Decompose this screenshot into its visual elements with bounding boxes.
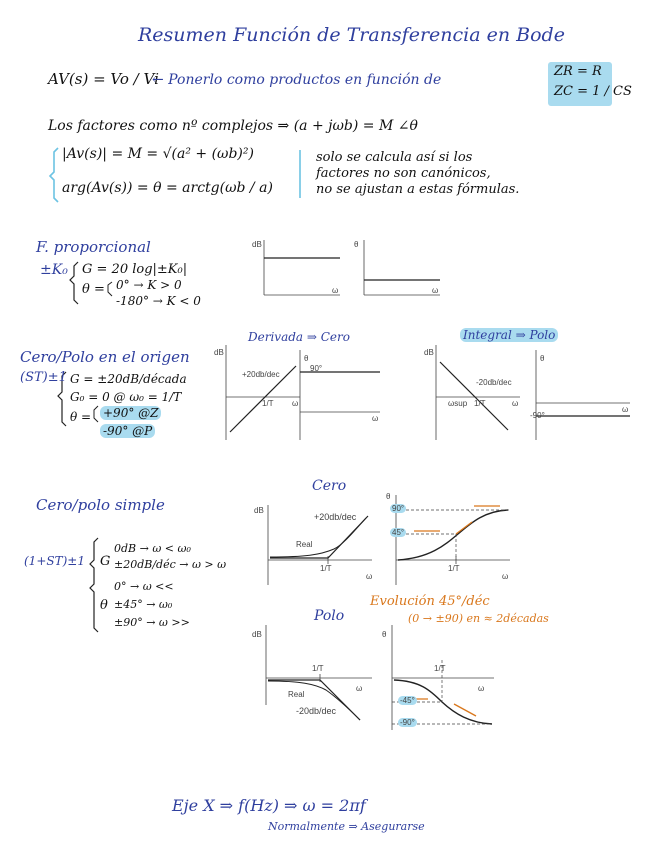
simple-title: Cero/polo simple [36,496,165,514]
origen-deg2: θ [540,354,545,363]
origen-g2: G₀ = 0 @ ω₀ = 1/T [70,390,182,404]
integral-x-label: 1/T [474,399,486,408]
simple-w3: ω [356,684,363,693]
origen-w2: ω [372,414,379,423]
argument-formula: arg(Av(s)) = θ = arctg(ωb / a) [62,180,273,196]
simple-w1: ω [366,572,373,581]
prop-w1-label: ω [332,286,339,295]
factors-note-2: factores no son canónicos, [316,166,491,181]
simple-w4: ω [478,684,485,693]
prop-deg-label: θ [354,240,359,249]
modulus-formula: |Av(s)| = M = √(a² + (ωb)²) [62,146,254,162]
origen-title: Cero/Polo en el origen [20,348,190,366]
evolucion-line-2: (0 → ±90) en ≈ 2décadas [408,612,549,625]
simple-90-label: 90° [392,504,405,513]
simple-st: (1+ST)±1 [24,554,85,568]
polo-slope-label: -20db/dec [296,706,337,716]
simple-45-label: 45° [392,528,405,537]
proporcional-k: ±K₀ [40,262,68,278]
page-title: Resumen Función de Transferencia en Bode [138,24,565,46]
cero-x2: 1/T [448,564,460,573]
simple-g: G [100,554,111,569]
polo-real-label: Real [288,690,305,699]
origen-90-label: 90° [310,364,323,373]
simple-g2: ±20dB/déc → ω > ω [114,558,227,571]
origen-m90-label: -90° [530,411,545,420]
proporcional-t2: -180° → K < 0 [116,294,201,308]
simple-t1: 0° → ω << [114,580,174,593]
derivada-x-label: 1/T [262,399,274,408]
origen-w1: ω [292,399,299,408]
proporcional-t1: 0° → K > 0 [116,278,182,292]
proporcional-theta: θ = [82,282,105,297]
origen-db2: dB [424,348,434,357]
polo-title: Polo [314,608,345,624]
simple-g1: 0dB → ω < ω₀ [114,542,191,555]
simple-m45-label: -45° [400,696,415,705]
zr-formula: ZR = R [554,64,602,79]
proporcional-g: G = 20 log|±K₀| [82,262,188,277]
derivada-slope-label: +20db/dec [242,370,280,379]
zc-formula: ZC = 1 / CS [554,84,632,99]
simple-t2: ±45° → ω₀ [114,598,173,611]
integral-slope-label: -20db/dec [476,378,512,387]
origen-st: (ST)±1 [20,370,67,385]
cero-slope-label: +20db/dec [314,512,357,522]
origen-theta: θ = [70,410,92,424]
derivada-title: Derivada ⇒ Cero [248,330,350,344]
simple-db2: dB [252,630,262,639]
factors-note-3: no se ajustan a estas fórmulas. [316,182,520,197]
integral-title: Integral ⇒ Polo [460,328,558,342]
prop-w2-label: ω [432,286,439,295]
simple-deg2: θ [382,630,387,639]
av-formula: AV(s) = Vo / Vi [48,70,159,88]
prop-db-label: dB [252,240,262,249]
simple-db1: dB [254,506,264,515]
origen-deg1: θ [304,354,309,363]
origen-t2: -90° @P [100,424,155,438]
origen-db1: dB [214,348,224,357]
polo-x1: 1/T [312,664,324,673]
eje-formula: Eje X ⇒ f(Hz) ⇒ ω = 2πf [172,796,366,815]
factors-line: Los factores como nº complejos ⇒ (a + jωb) = M ∠θ [48,118,418,134]
polo-x2: 1/T [434,664,446,673]
cero-x1: 1/T [320,564,332,573]
simple-deg1: θ [386,492,391,501]
origen-t1: +90° @Z [100,406,161,420]
integral-wsup-label: ωsup [448,399,468,408]
origen-w4: ω [622,405,629,414]
eje-note: Normalmente ⇒ Asegurarse [268,820,425,833]
simple-theta: θ [100,598,108,613]
cero-title: Cero [312,478,347,494]
proporcional-title: F. proporcional [36,238,151,256]
origen-w3: ω [512,399,519,408]
evolucion-line-1: Evolución 45°/déc [370,594,490,609]
simple-t3: ±90° → ω >> [114,616,190,629]
cero-real-label: Real [296,540,313,549]
factors-note-1: solo se calcula así si los [316,150,473,165]
header-note: ← Ponerlo como productos en función de [152,72,442,88]
origen-g1: G = ±20dB/década [70,372,187,386]
simple-m90-label: -90° [400,718,415,727]
simple-w2: ω [502,572,509,581]
